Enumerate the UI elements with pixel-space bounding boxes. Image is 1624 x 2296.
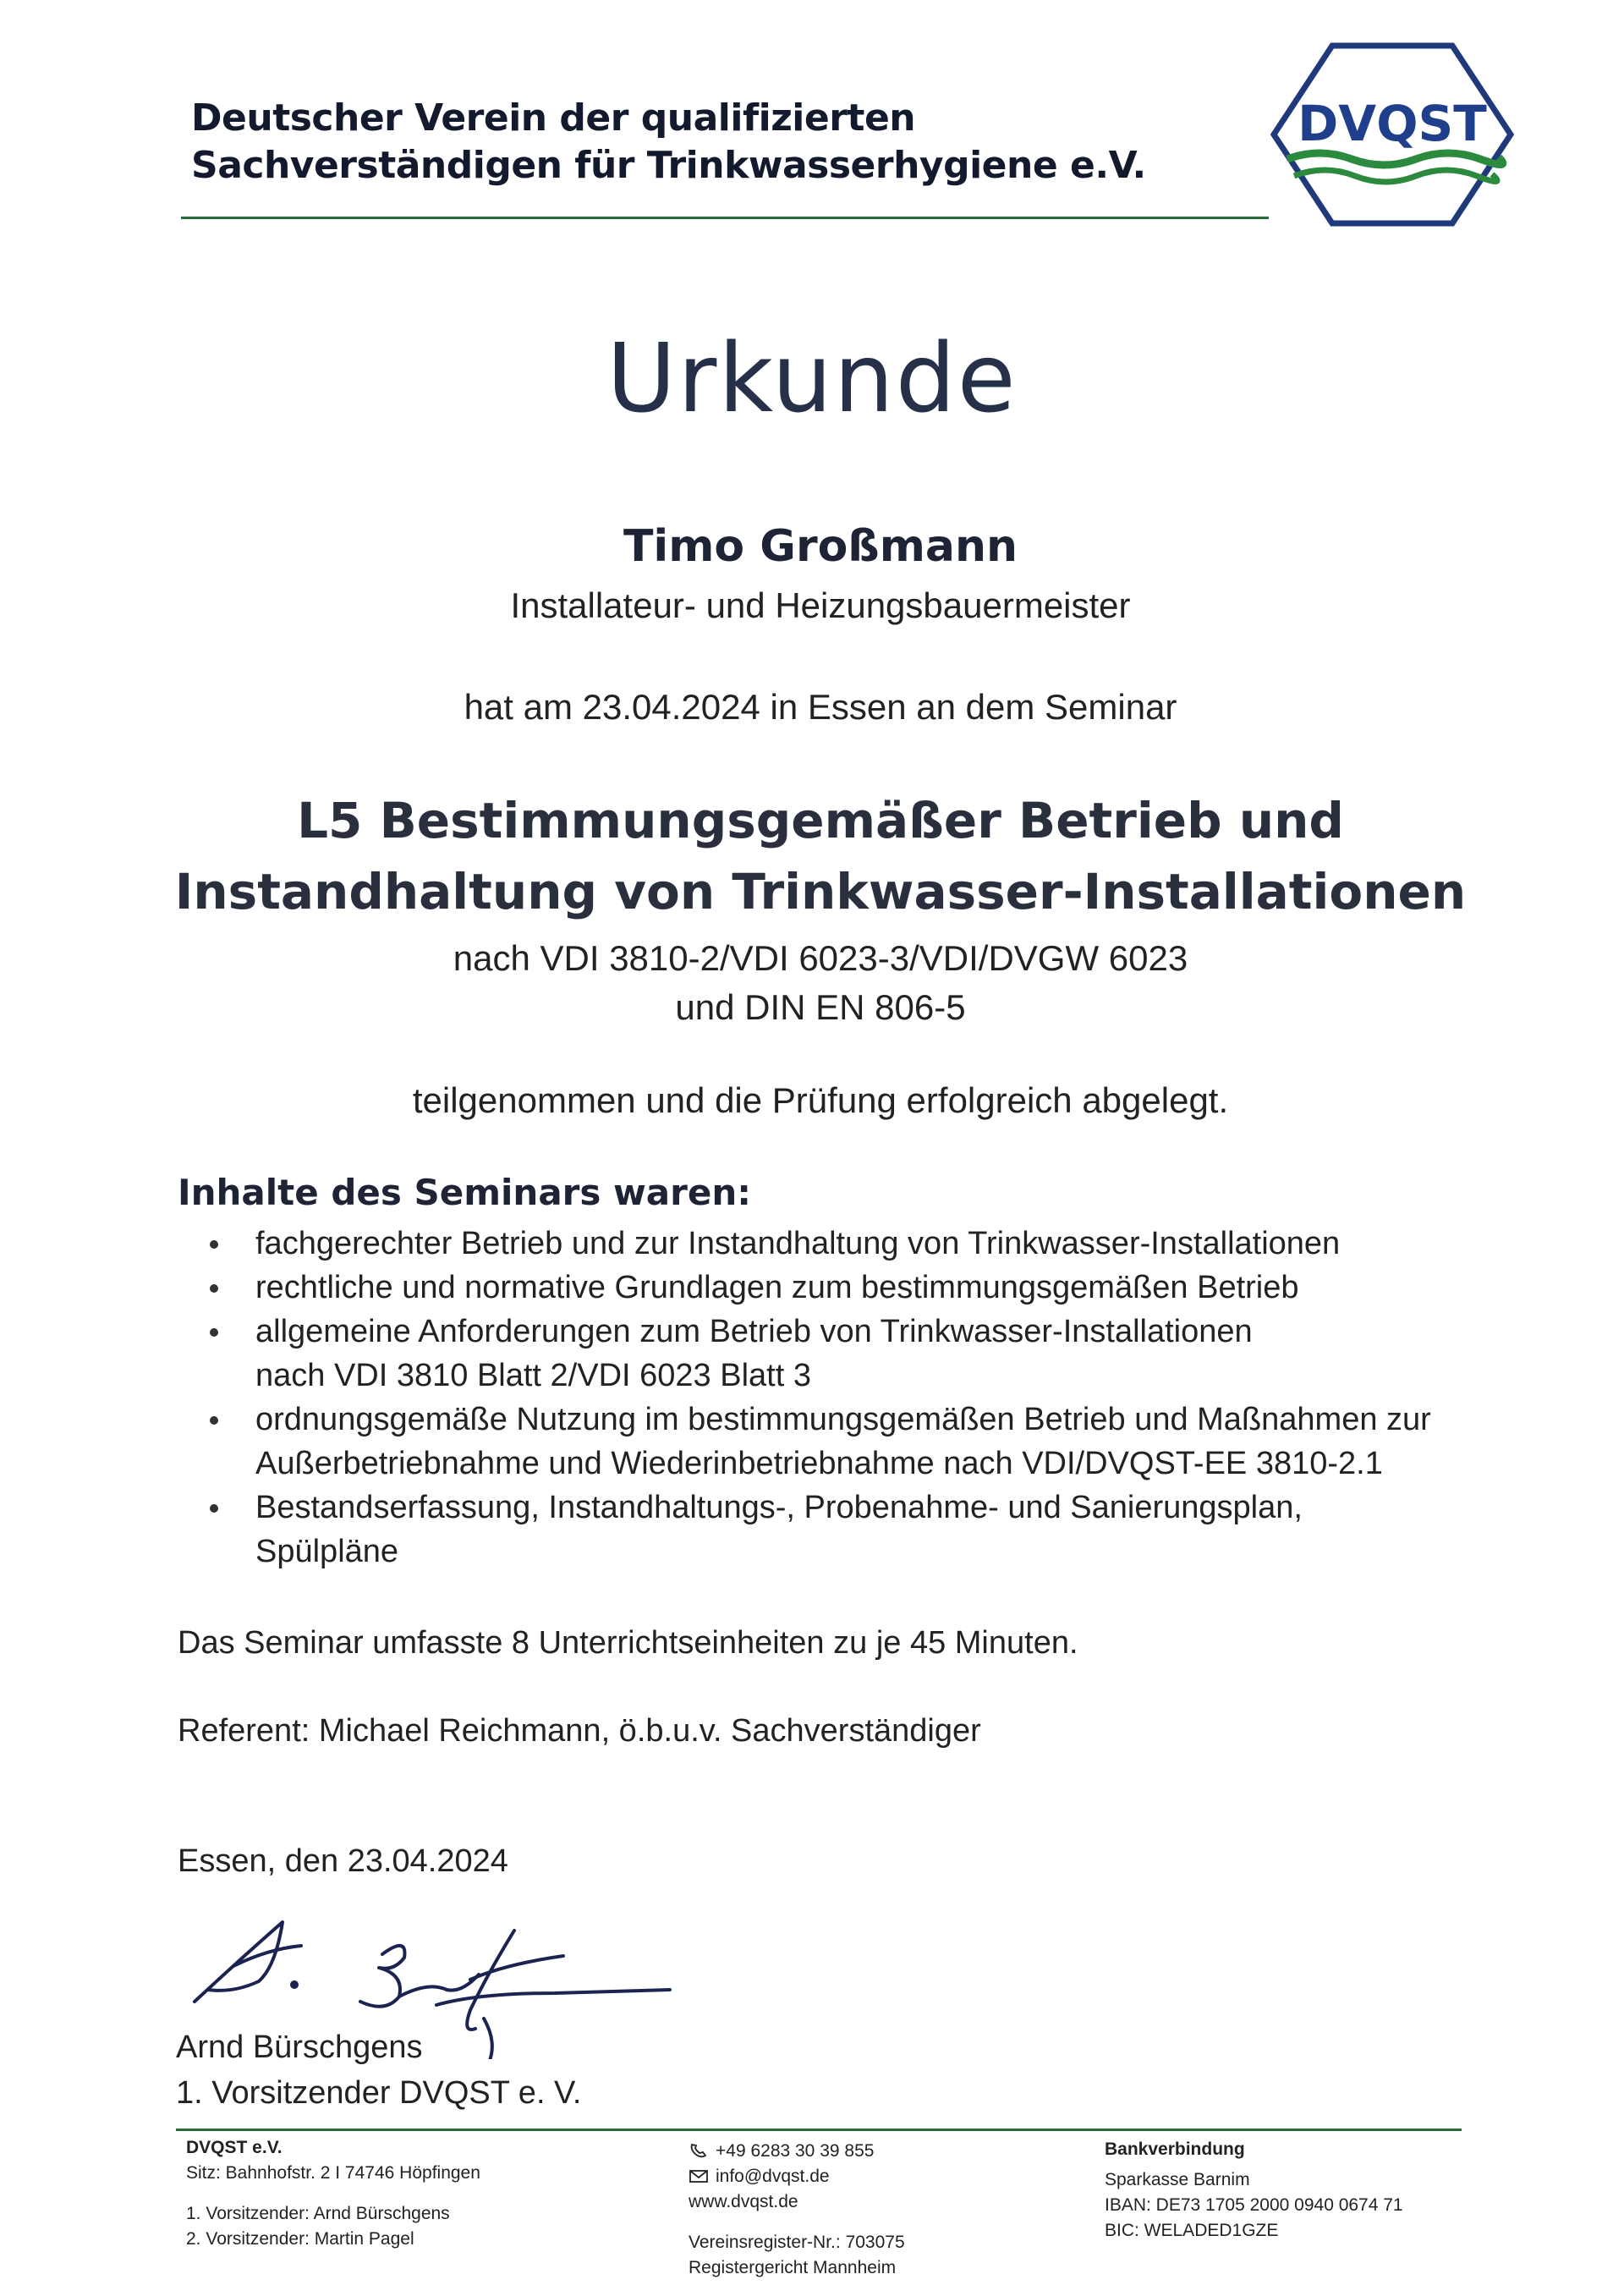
- certificate-title: Urkunde: [606, 324, 1018, 434]
- footer-bank-name: Sparkasse Barnim: [1105, 2170, 1250, 2189]
- footer-court: Registergericht Mannheim: [689, 2258, 897, 2277]
- list-item: [195, 1486, 1514, 1574]
- footer-register: Vereinsregister-Nr.: 703075: [689, 2233, 905, 2252]
- footer-chair1: 1. Vorsitzender: Arnd Bürschgens: [186, 2204, 450, 2223]
- list-item: [195, 1398, 1514, 1486]
- list-item-text-continued: Außerbetriebnahme und Wiederinbetriebnahme nach VDI/DVQST-EE 3810-2.1: [255, 1446, 1383, 1481]
- footer-bank-heading: Bankverbindung: [1105, 2139, 1245, 2159]
- dvqst-logo: [1269, 41, 1516, 228]
- logo-text: DVQST: [1298, 95, 1487, 152]
- footer-phone-number: +49 6283 30 39 855: [716, 2141, 875, 2161]
- signer-name: Arnd Bürschgens: [176, 2030, 423, 2065]
- phone-icon: [689, 2143, 710, 2158]
- list-item-text: allgemeine Anforderungen zum Betrieb von Trinkwasser-Installationen: [255, 1314, 1253, 1349]
- list-item-text: fachgerechter Betrieb und zur Instandhaltung von Trinkwasser-Installationen: [255, 1226, 1341, 1261]
- footer-contact-column: [689, 2139, 905, 2281]
- organization-name-line1: Deutscher Verein der qualifizierten: [191, 96, 916, 140]
- attendance-statement: hat am 23.04.2024 in Essen an dem Seminar: [464, 687, 1177, 727]
- footer-phone: [689, 2139, 905, 2164]
- footer-address-column: [186, 2135, 480, 2252]
- place-and-date: Essen, den 23.04.2024: [178, 1843, 508, 1879]
- list-item-text-continued: Spülpläne: [255, 1534, 399, 1569]
- list-item: [195, 1266, 1514, 1310]
- contents-list: [195, 1222, 1514, 1574]
- footer-email-address: info@dvqst.de: [716, 2167, 830, 2186]
- seminar-referent: Referent: Michael Reichmann, ö.b.u.v. Sachverständiger: [178, 1713, 981, 1749]
- footer-website: www.dvqst.de: [689, 2192, 798, 2211]
- envelope-icon: [689, 2168, 710, 2183]
- exam-passed-statement: teilgenommen und die Prüfung erfolgreich abgelegt.: [412, 1080, 1229, 1120]
- seminar-duration: Das Seminar umfasste 8 Unterrichtseinheiten zu je 45 Minuten.: [178, 1625, 1078, 1661]
- footer-bic: BIC: WELADED1GZE: [1105, 2221, 1279, 2240]
- signer-role: 1. Vorsitzender DVQST e. V.: [176, 2075, 582, 2111]
- footer-divider: [176, 2128, 1462, 2131]
- footer-seat: Sitz: Bahnhofstr. 2 I 74746 Höpfingen: [186, 2163, 480, 2183]
- recipient-profession: Installateur- und Heizungsbauermeister: [510, 585, 1131, 625]
- seminar-norms-line1: nach VDI 3810-2/VDI 6023-3/VDI/DVGW 6023: [453, 938, 1188, 978]
- seminar-title-line1: L5 Bestimmungsgemäßer Betrieb und: [297, 792, 1344, 849]
- organization-name: [191, 95, 1146, 190]
- organization-name-line2: Sachverständigen für Trinkwasserhygiene e.V.: [191, 144, 1146, 187]
- list-item-text: rechtliche und normative Grundlagen zum bestimmungsgemäßen Betrieb: [255, 1270, 1299, 1305]
- header-divider: [181, 217, 1269, 219]
- footer-iban: IBAN: DE73 1705 2000 0940 0674 71: [1105, 2195, 1403, 2215]
- list-item-text: Bestandserfassung, Instandhaltungs-, Probenahme- und Sanierungsplan,: [255, 1490, 1303, 1525]
- list-item: [195, 1222, 1514, 1266]
- list-item-text: ordnungsgemäße Nutzung im bestimmungsgemäßen Betrieb und Maßnahmen zur: [255, 1402, 1431, 1437]
- recipient-name: Timo Großmann: [623, 521, 1018, 572]
- seminar-norms-line2: und DIN EN 806-5: [675, 987, 966, 1027]
- footer-email: [689, 2164, 905, 2189]
- list-item: [195, 1310, 1514, 1398]
- list-item-text-continued: nach VDI 3810 Blatt 2/VDI 6023 Blatt 3: [255, 1358, 811, 1393]
- footer-bank-column: [1105, 2137, 1403, 2244]
- footer-org: DVQST e.V.: [186, 2138, 283, 2157]
- seminar-title-line2: Instandhaltung von Trinkwasser-Installationen: [174, 863, 1467, 920]
- contents-heading: Inhalte des Seminars waren:: [178, 1172, 752, 1213]
- footer-chair2: 2. Vorsitzender: Martin Pagel: [186, 2229, 414, 2249]
